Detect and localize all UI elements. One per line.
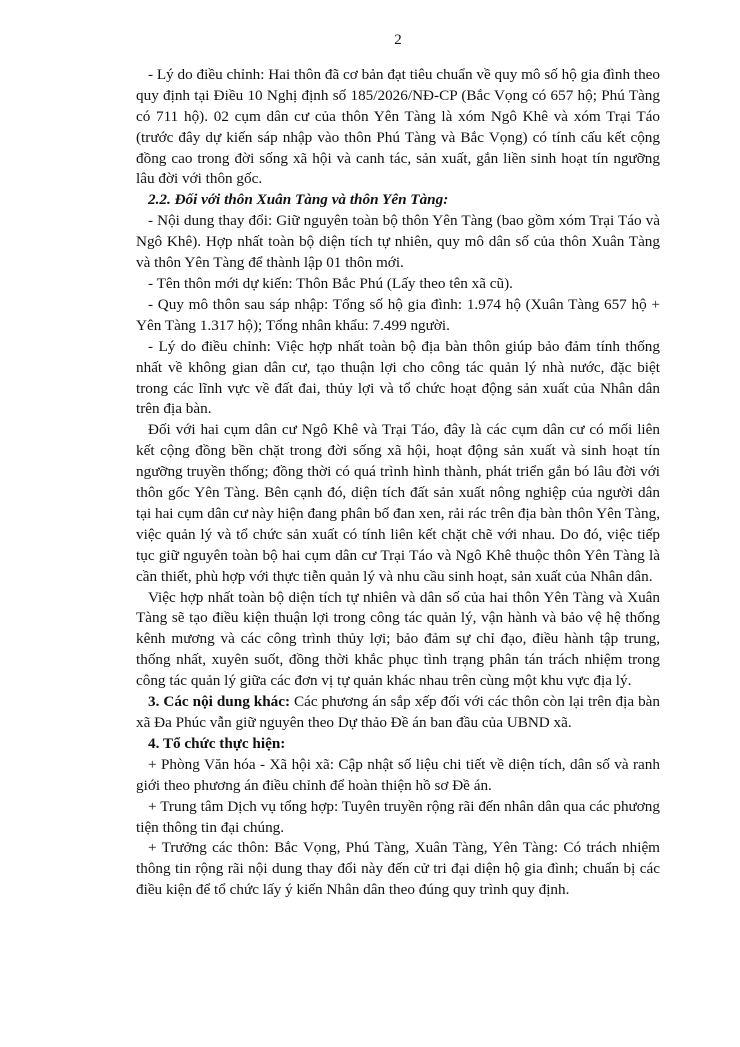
- paragraph-task-village-heads: + Trưởng các thôn: Bắc Vọng, Phú Tàng, Xuân Tàng, Yên Tàng: Có trách nhiệm thông tin rộng rãi nội dung thay đổi này đến cử tri đại diện hộ gia đình; chuẩn bị các điều kiện để tổ chức lấy ý kiến Nhân dân theo đúng quy trình quy định.: [136, 839, 660, 899]
- paragraph-reason-2: - Lý do điều chỉnh: Việc hợp nhất toàn bộ địa bàn thôn giúp bảo đảm tính thống nhất về không gian dân cư, tạo thuận lợi cho công tác quản lý nhà nước, đặc biệt trong các lĩnh vực về đất đai, thủy lợi và tổ chức hoạt động sản xuất của Nhân dân trên địa bàn.: [136, 337, 660, 418]
- page-number: 2: [394, 32, 402, 48]
- paragraph-other-content: [136, 692, 660, 734]
- paragraph-reason-1: - Lý do điều chỉnh: Hai thôn đã cơ bản đạt tiêu chuẩn về quy mô số hộ gia đình theo quy định tại Điều 10 Nghị định số 185/2026/NĐ-CP (Bắc Vọng có 657 hộ; Phú Tàng có 711 hộ). 02 cụm dân cư của thôn Yên Tàng là xóm Ngô Khê và xóm Trại Táo (trước đây dự kiến sáp nhập vào thôn Phú Tàng và Bắc Vọng) có tính cấu kết cộng đồng cao trong đời sống xã hội và canh tác, sản xuất, gắn liền sinh hoạt tín ngưỡng lâu đời với thôn gốc.: [136, 65, 660, 188]
- paragraph-task-culture: + Phòng Văn hóa - Xã hội xã: Cập nhật số liệu chi tiết về diện tích, dân số và ranh giới theo phương án điều chỉnh để hoàn thiện hồ sơ Đề án.: [136, 755, 660, 794]
- paragraph-task-service-center: + Trung tâm Dịch vụ tổng hợp: Tuyên truyền rộng rãi đến nhân dân qua các phương tiện thông tin đại chúng.: [136, 797, 660, 836]
- paragraph-new-name: - Tên thôn mới dự kiến: Thôn Bắc Phú (Lấy theo tên xã cũ).: [148, 274, 513, 292]
- section-heading-3: 3. Các nội dung khác:: [148, 693, 291, 711]
- paragraph-clusters: Đối với hai cụm dân cư Ngô Khê và Trại Táo, đây là các cụm dân cư có mối liên kết cộng đồng bền chặt trong đời sống xã hội, hoạt động sản xuất và sinh hoạt tín ngưỡng truyền thống; đồng thời có quá trình hình thành, phát triển gắn bó lâu đời với thôn gốc Yên Tàng. Bên cạnh đó, diện tích đất sản xuất nông nghiệp của người dân tại hai cụm dân cư này hiện đang phân bố đan xen, rải rác trên địa bàn thôn Yên Tàng, việc quản lý và tổ chức sản xuất có tính liên kết chặt chẽ với nhau. Do đó, việc tiếp tục giữ nguyên toàn bộ hai cụm dân cư Trại Táo và Ngô Khê thuộc thôn Yên Tàng là cần thiết, phù hợp với thực tiễn quản lý và nhu cầu sinh hoạt, sản xuất của Nhân dân.: [136, 421, 661, 585]
- paragraph-change-content: - Nội dung thay đổi: Giữ nguyên toàn bộ thôn Yên Tàng (bao gồm xóm Trại Táo và Ngô Khê). Hợp nhất toàn bộ diện tích tự nhiên, quy mô dân số của thôn Xuân Tàng và thôn Yên Tàng để thành lập 01 thôn mới.: [136, 212, 660, 272]
- paragraph-scale: - Quy mô thôn sau sáp nhập: Tổng số hộ gia đình: 1.974 hộ (Xuân Tàng 657 hộ + Yên Tàng 1.317 hộ); Tổng nhân khẩu: 7.499 người.: [136, 295, 660, 334]
- other-content-text: Các phương án sắp xếp đối với các thôn còn lại trên địa bàn xã Đa Phúc vẫn giữ nguyên theo Dự thảo Đề án ban đầu của UBND xã.: [136, 693, 660, 731]
- section-heading-4: 4. Tổ chức thực hiện:: [148, 734, 286, 752]
- section-heading-2-2: 2.2. Đối với thôn Xuân Tàng và thôn Yên Tàng:: [148, 191, 449, 209]
- paragraph-merge-benefit: Việc hợp nhất toàn bộ diện tích tự nhiên và dân số của hai thôn Yên Tàng và Xuân Tàng sẽ tạo điều kiện thuận lợi trong công tác quản lý, vận hành và bảo vệ hệ thống kênh mương và các công trình thủy lợi; bảo đảm sự chỉ đạo, điều hành tập trung, thống nhất, xuyên suốt, đồng thời khắc phục tình trạng phân tán trách nhiệm trong công tác quản lý giữa các đơn vị tự quản khác nhau trên cùng một khu vực địa lý.: [136, 588, 660, 690]
